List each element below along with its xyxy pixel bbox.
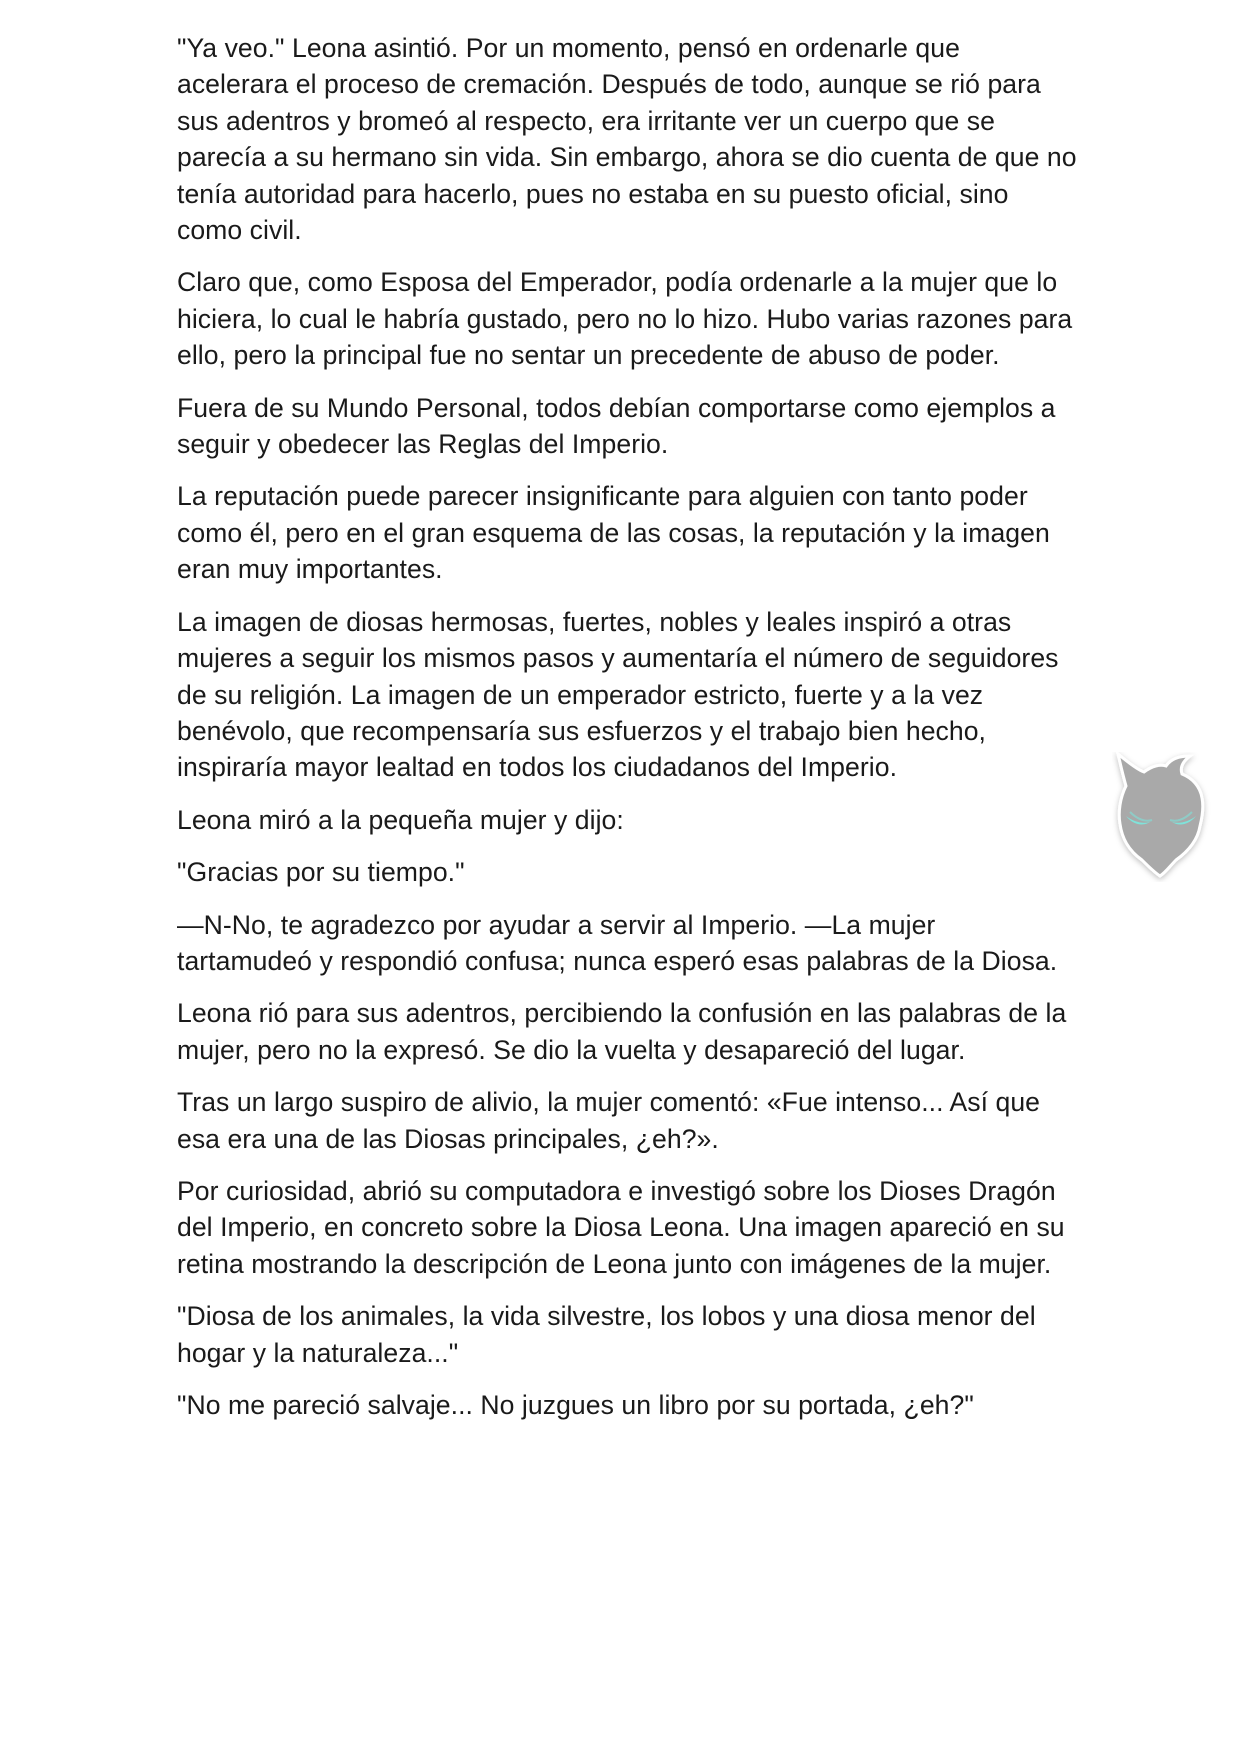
paragraph-11: Por curiosidad, abrió su computadora e investigó sobre los Dioses Dragón del Imperio, en concreto sobre la Diosa Leona. Una imagen apareció en su retina mostrando la descripción de Leona junto con imágenes de la mujer. [177,1175,1065,1279]
paragraph-7: "Gracias por su tiempo." [177,857,465,888]
paragraph-10: Tras un largo suspiro de alivio, la mujer comentó: «Fue intenso... Así que esa era una de las Diosas principales, ¿eh?». [177,1087,1041,1154]
paragraph-5: La imagen de diosas hermosas, fuertes, nobles y leales inspiró a otras mujeres a seguir los mismos pasos y aumentaría el número de seguidores de su religión. La imagen de un emperador estricto, fuerte y a la vez benévolo, que recompensaría sus esfuerzos y el trabajo bien hecho, inspiraría mayor lealtad en todos los ciudadanos del Imperio. [177,606,1059,783]
paragraph-3: Fuera de su Mundo Personal, todos debían comportarse como ejemplos a seguir y obedecer las Reglas del Imperio. [177,392,1056,460]
paragraph-8: —N-No, te agradezco por ayudar a servir al Imperio. —La mujer tartamudeó y respondió confusa; nunca esperó esas palabras de la Diosa. [177,909,1058,976]
paragraph-6: Leona miró a la pequeña mujer y dijo: [177,804,624,835]
paragraph-2: Claro que, como Esposa del Emperador, podía ordenarle a la mujer que lo hiciera, lo cual le habría gustado, pero no lo hizo. Hubo varias razones para ello, pero la principal fue no sentar un precedente de abuso de poder. [177,267,1073,371]
paragraph-1: "Ya veo." Leona asintió. Por un momento, pensó en ordenarle que acelerara el proceso de cremación. Después de todo, aunque se rió para sus adentros y bromeó al respecto, era irritante ver un cuerpo que se parecía a su hermano sin vida. Sin embargo, ahora se dio cuenta de que no tenía autoridad para hacerlo, pues no estaba en su puesto oficial, sino como civil. [177,33,1077,246]
paragraph-9: Leona rió para sus adentros, percibiendo la confusión en las palabras de la mujer, pero no la expresó. Se dio la vuelta y desapareció del lugar. [177,998,1067,1065]
demon-head-logo-icon [1112,752,1212,882]
paragraph-4: La reputación puede parecer insignificante para alguien con tanto poder como él, pero en el gran esquema de las cosas, la reputación y la imagen eran muy importantes. [177,481,1050,585]
paragraph-12: "Diosa de los animales, la vida silvestre, los lobos y una diosa menor del hogar y la naturaleza..." [177,1301,1036,1368]
paragraph-13: "No me pareció salvaje... No juzgues un libro por su portada, ¿eh?" [177,1390,974,1420]
document-body [177,30,1077,1439]
